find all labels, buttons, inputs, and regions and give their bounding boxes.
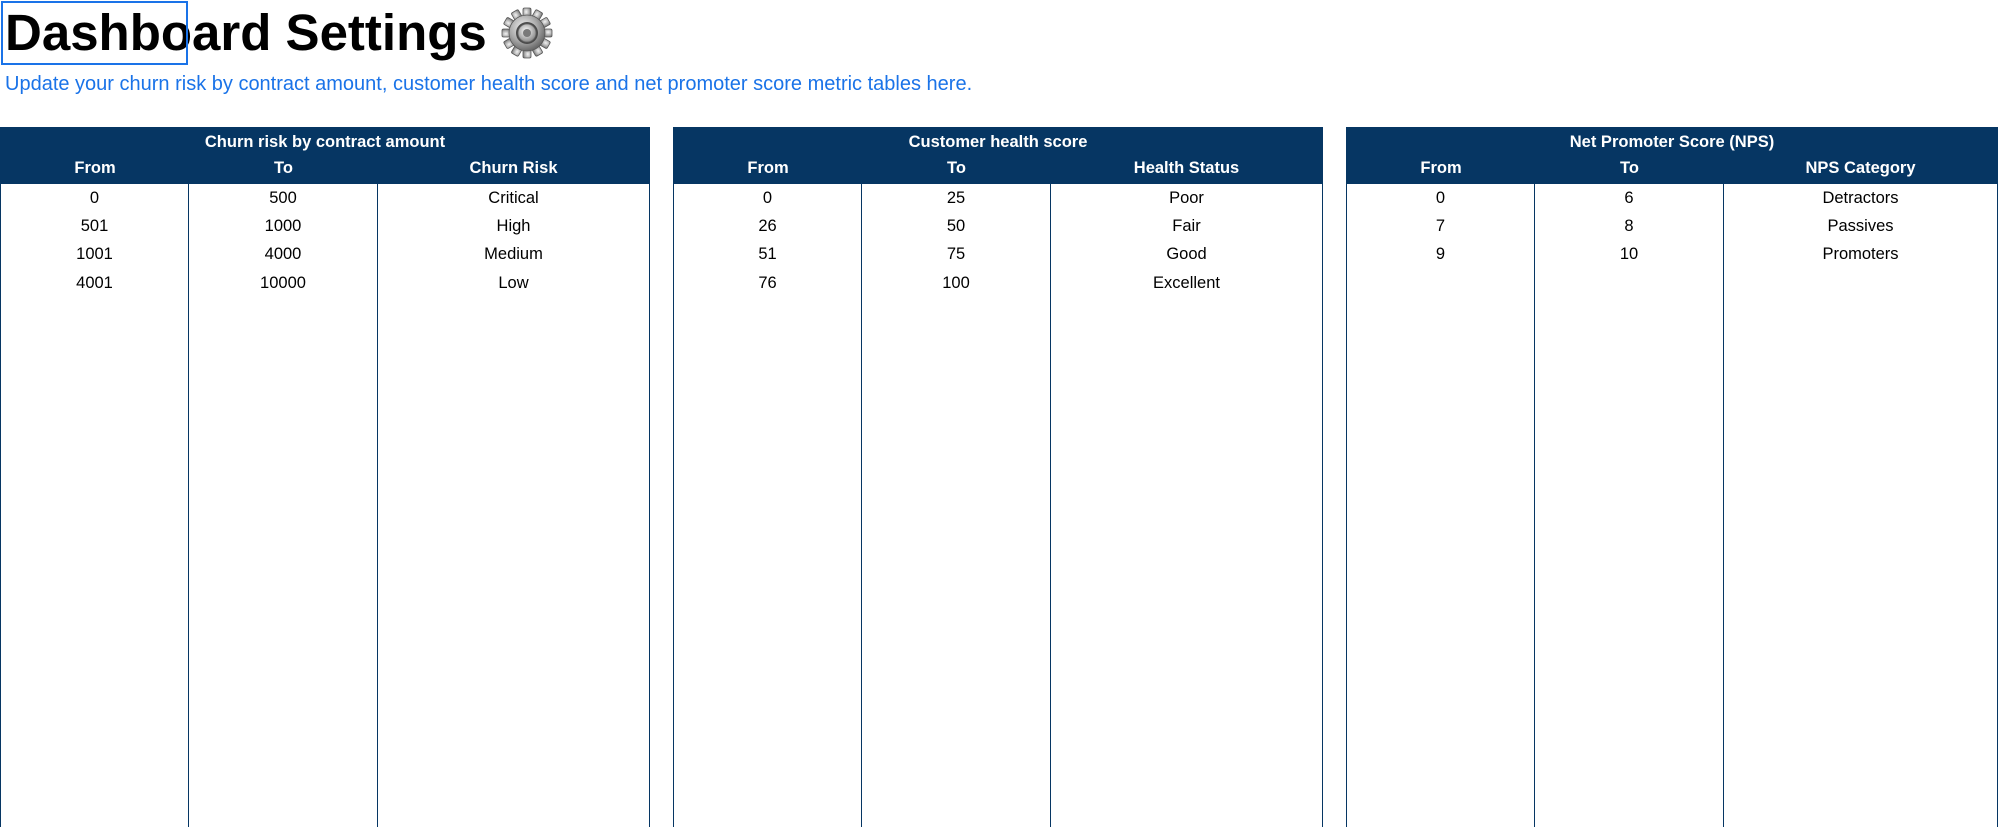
table-cell[interactable]: 4000 [264,245,302,264]
table-cell[interactable]: Passives [1827,217,1894,236]
table-cell[interactable]: 4001 [76,273,113,292]
page-subtitle: Update your churn risk by contract amount, customer health score and net promoter score metric tables here. [5,73,973,95]
column-to [1535,184,1724,827]
table-header [1,127,649,184]
table-title: Net Promoter Score (NPS) [1569,133,1775,151]
table-cell[interactable]: Low [498,273,529,292]
column-from [674,184,862,827]
table-cell[interactable]: 75 [946,245,966,264]
table-cell[interactable]: 25 [946,189,966,207]
table-cell[interactable]: 1000 [264,217,302,236]
column-header-from[interactable]: From [747,159,789,177]
column-header-to[interactable]: To [1620,159,1639,177]
column-to [862,184,1051,827]
column-header-to[interactable]: To [947,159,966,177]
table-cell[interactable]: 26 [758,217,777,236]
column-nps-category [1724,184,1997,827]
table-header [674,127,1322,184]
table-cell[interactable]: Medium [484,245,543,264]
table-title: Churn risk by contract amount [204,133,446,151]
page-title[interactable]: Dashboard Settings [5,4,487,61]
table-cell[interactable]: Fair [1172,217,1201,236]
column-from [1347,184,1535,827]
column-from [1,184,189,827]
customer-health-table [673,127,1323,827]
table-cell[interactable]: 8 [1624,217,1634,236]
nps-table [1346,127,1998,827]
column-to [189,184,378,827]
churn-risk-table [0,127,650,827]
table-cell[interactable]: 10 [1619,245,1639,264]
table-cell[interactable]: 0 [1435,189,1446,207]
table-cell[interactable]: Promoters [1822,245,1899,264]
table-cell[interactable]: 501 [80,217,109,236]
table-cell[interactable]: 0 [89,189,100,207]
column-churn-risk [378,184,649,827]
table-cell[interactable]: Poor [1169,189,1204,207]
table-title: Customer health score [908,133,1088,151]
table-cell[interactable]: High [496,217,531,236]
column-header-from[interactable]: From [1420,159,1462,177]
table-cell[interactable]: 500 [269,189,297,207]
column-header-churn-risk[interactable]: Churn Risk [469,159,558,177]
column-header-to[interactable]: To [274,159,293,177]
table-cell[interactable]: 50 [946,217,966,236]
table-cell[interactable]: Detractors [1822,189,1899,207]
gear-icon [501,7,553,59]
column-header-nps-category[interactable]: NPS Category [1805,159,1916,177]
table-cell[interactable]: 6 [1624,189,1634,207]
table-cell[interactable]: 76 [758,273,777,292]
table-cell[interactable]: Excellent [1153,273,1220,292]
table-cell[interactable]: 9 [1435,245,1446,264]
table-cell[interactable]: 51 [758,245,777,264]
table-cell[interactable]: Good [1166,245,1207,264]
column-health-status [1051,184,1322,827]
column-header-health-status[interactable]: Health Status [1133,159,1240,177]
column-header-from[interactable]: From [74,159,116,177]
table-header [1347,127,1997,184]
table-cell[interactable]: Critical [488,189,539,207]
table-cell[interactable]: 10000 [260,273,306,292]
table-cell[interactable]: 1001 [76,245,113,264]
table-cell[interactable]: 7 [1435,217,1446,236]
table-cell[interactable]: 0 [762,189,773,207]
title-row [5,2,553,64]
table-cell[interactable]: 100 [942,273,970,292]
